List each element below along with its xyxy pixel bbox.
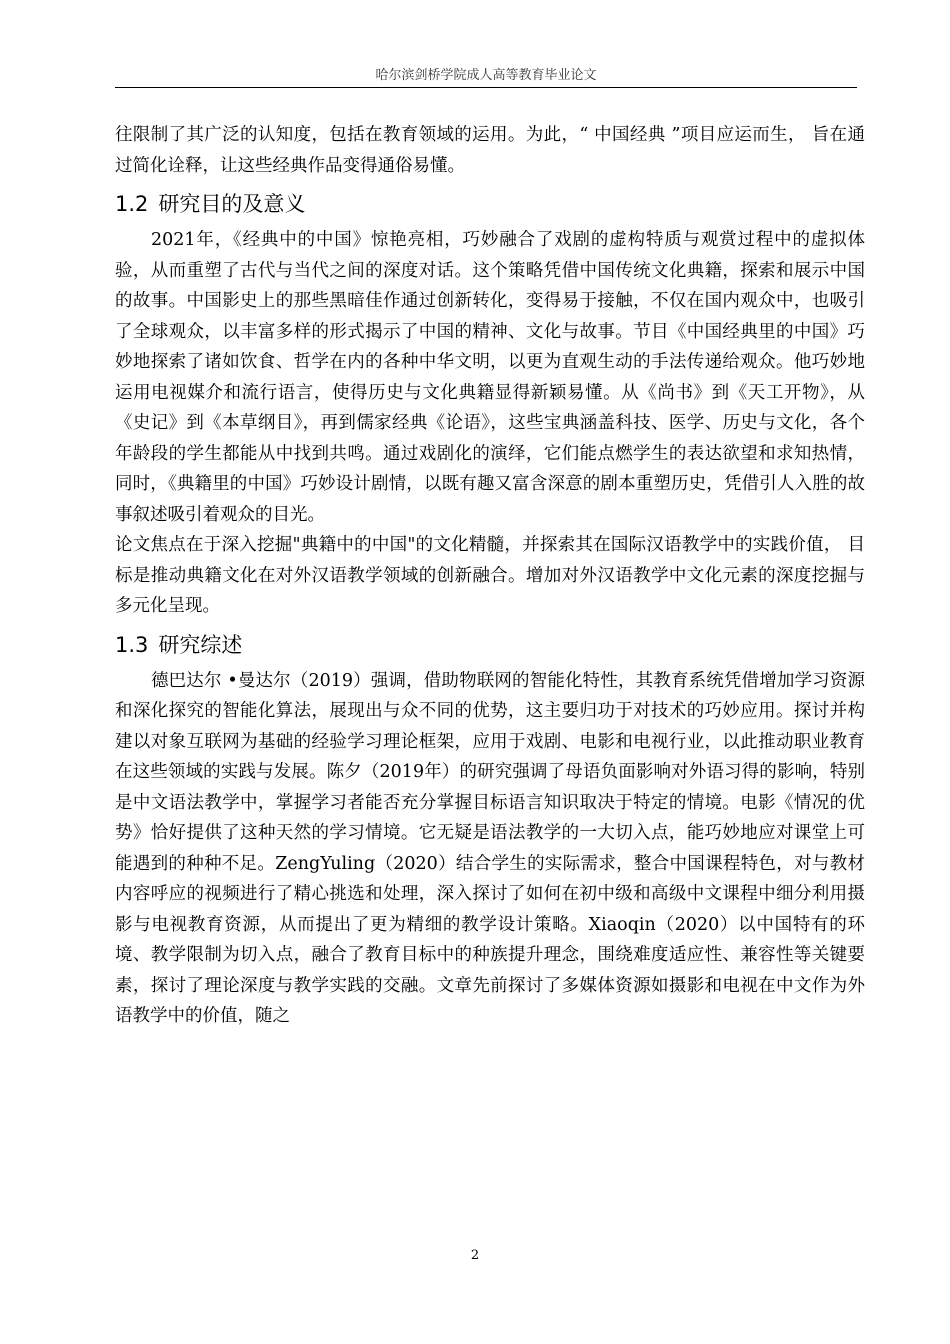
page-body [115,120,865,1032]
paragraph: 2021年，《经典中的中国》惊艳亮相，巧妙融合了戏剧的虚构特质与观赏过程中的虚拟体验，从而重塑了古代与当代之间的深度对话。这个策略凭借中国传统文化典籍，探索和展示中国的故事。中国影史上的那些黑暗佳作通过创新转化，变得易于接触，不仅在国内观众中，也吸引了全球观众，以丰富多样的形式揭示了中国的精神、文化与故事。节目《中国经典里的中国》巧妙地探索了诸如饮食、哲学在内的各种中华文明，以更为直观生动的手法传递给观众。他巧妙地运用电视媒介和流行语言，使得历史与文化典籍显得新颖易懂。从《尚书》到《天工开物》，从《史记》到《本草纲目》，再到儒家经典《论语》，这些宝典涵盖科技、医学、历史与文化，各个年龄段的学生都能从中找到共鸣。通过戏剧化的演绎，它们能点燃学生的表达欲望和求知热情，同时，《典籍里的中国》巧妙设计剧情，以既有趣又富含深意的剧本重塑历史，凭借引人入胜的故事叙述吸引着观众的目光。 [115,230,865,525]
section-heading-1-2 [115,185,865,223]
intro-paragraph: 往限制了其广泛的认知度，包括在教育领域的运用。为此，“ 中国经典 ”项目应运而生， 旨在通过简化诠释，让这些经典作品变得通俗易懂。 [115,125,865,176]
page-number: 2 [470,1248,480,1263]
paragraph: 德巴达尔 •曼达尔（2019）强调，借助物联网的智能化特性，其教育系统凭借增加学习资源和深化探究的智能化算法，展现出与众不同的优势，这主要归功于对技术的巧妙应用。探讨并构建以对象互联网为基础的经验学习理论框架，应用于戏剧、电影和电视行业，以此推动职业教育在这些领域的实践与发展。陈夕（2019年）的研究强调了母语负面影响对外语习得的影响，特别是中文语法教学中，掌握学习者能否充分掌握目标语言知识取决于特定的情境。电影《情况的优势》恰好提供了这种天然的学习情境。它无疑是语法教学的一大切入点，能巧妙地应对课堂上可能遇到的种种不足。ZengYuling（2020）结合学生的实际需求，整合中国课程特色，对与教材内容呼应的视频进行了精心挑选和处理，深入探讨了如何在初中级和高级中文课程中细分利用摄影与电视教育资源，从而提出了更为精细的教学设计策略。Xiaoqin（2020）以中国特有的环境、教学限制为切入点，融合了教育目标中的种族提升理念，围绕难度适应性、兼容性等关键要素，探讨了理论深度与教学实践的交融。文章先前探讨了多媒体资源如摄影和电视在中文作为外语教学中的价值，随之 [115,670,865,1026]
running-header: 哈尔滨剑桥学院成人高等教育毕业论文 [375,68,597,83]
section-heading-1-3 [115,626,865,664]
header-divider [115,87,857,88]
section-title: 研究目的及意义 [158,192,306,216]
section-number: 1.3 [115,632,149,657]
section-title: 研究综述 [158,632,243,657]
paragraph: 论文焦点在于深入挖掘"典籍中的中国"的文化精髓，并探索其在国际汉语教学中的实践价值， 目标是推动典籍文化在对外汉语教学领域的创新融合。增加对外汉语教学中文化元素的深度挖掘与多元化呈现。 [115,535,865,616]
section-number: 1.2 [115,192,149,216]
